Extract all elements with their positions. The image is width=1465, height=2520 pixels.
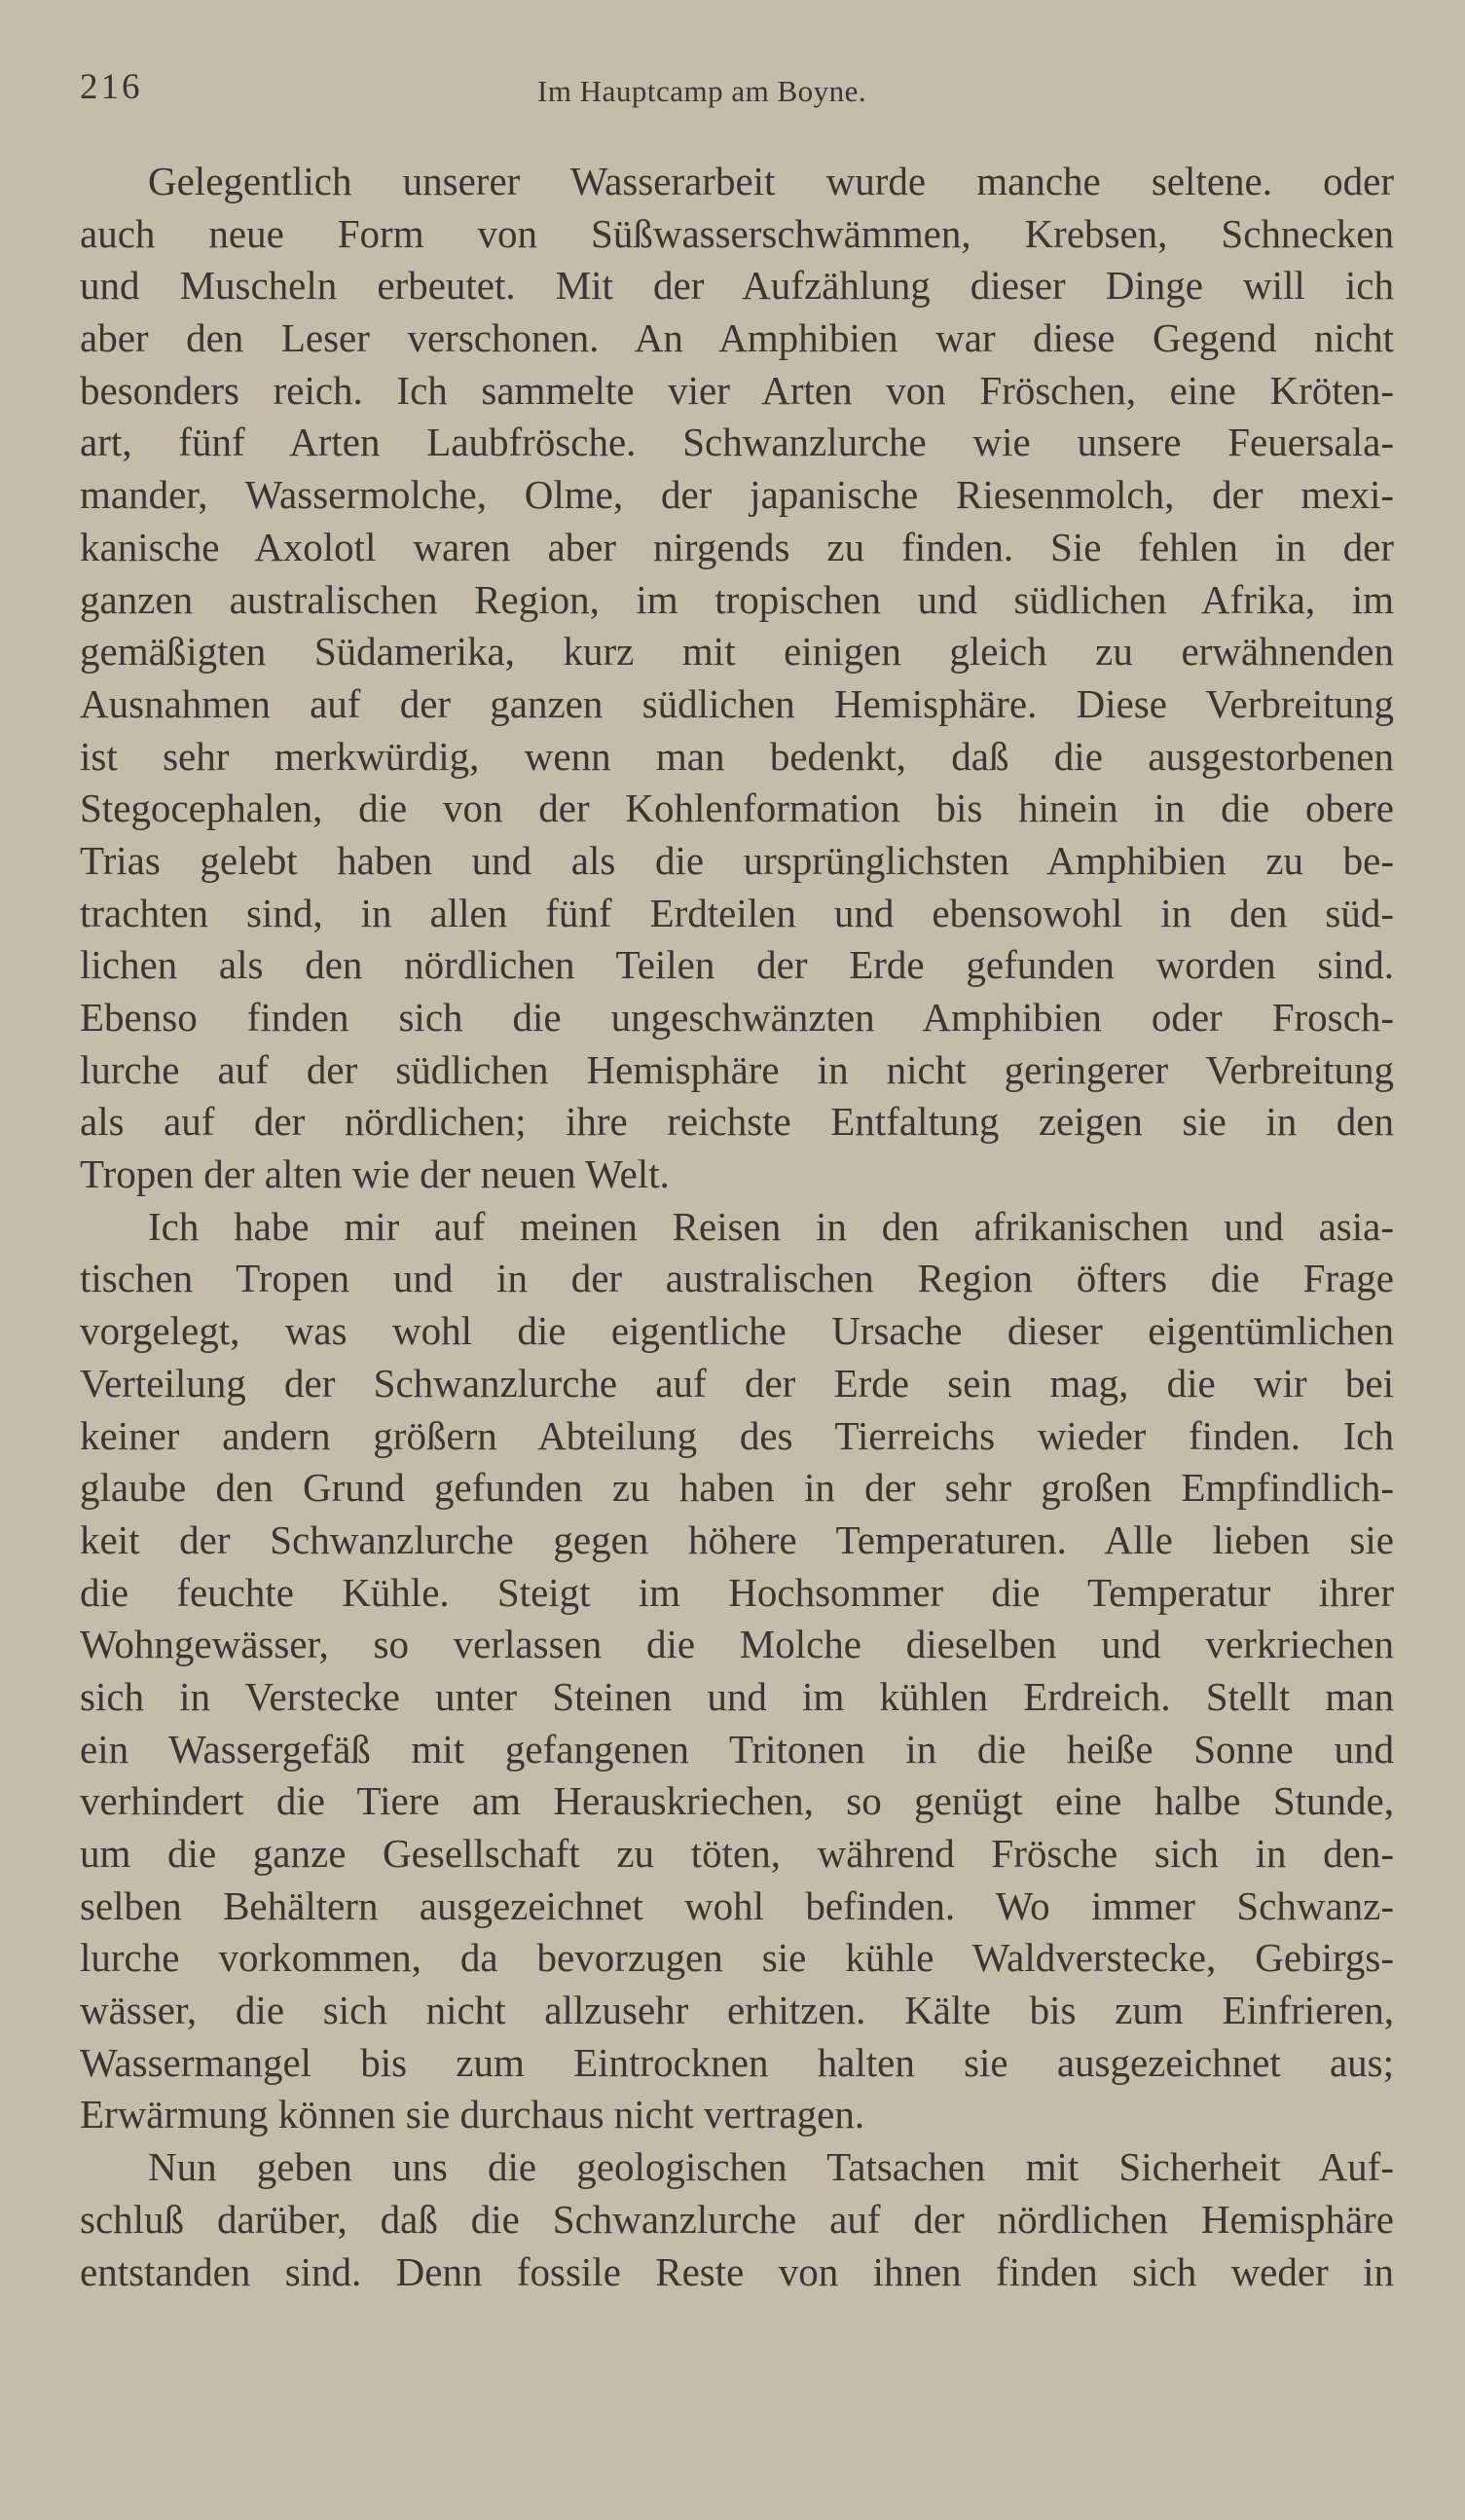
text-line: Tropen der alten wie der neuen Welt. — [80, 1151, 670, 1197]
text-line: Wassermangel bis zum Eintrocknen halten sie ausgezeichnet aus; — [80, 2039, 1394, 2085]
text-line: tischen Tropen und in der australischen Region öfters die Frage — [80, 1256, 1394, 1301]
text-line: vorgelegt, was wohl die eigentliche Ursache dieser eigentümlichen — [80, 1308, 1394, 1354]
text-line: Ebenso finden sich die ungeschwänzten Amphibien oder Frosch- — [80, 995, 1394, 1040]
text-line: art, fünf Arten Laubfrösche. Schwanzlurche wie unsere Feuersala- — [80, 420, 1394, 465]
text-line: Trias gelebt haben und als die ursprünglichsten Amphibien zu be- — [80, 837, 1394, 883]
text-line: ist sehr merkwürdig, wenn man bedenkt, daß die ausgestorbenen — [80, 733, 1394, 779]
text-line: Stegocephalen, die von der Kohlenformation bis hinein in die obere — [80, 785, 1394, 831]
text-line: schluß darüber, daß die Schwanzlurche auf der nördlichen Hemisphäre — [80, 2196, 1394, 2242]
text-line: selben Behältern ausgezeichnet wohl befinden. Wo immer Schwanz- — [80, 1882, 1394, 1928]
text-line: auch neue Form von Süßwasserschwämmen, Krebsen, Schnecken — [80, 210, 1394, 256]
text-line: Erwärmung können sie durchaus nicht vertragen. — [80, 2092, 865, 2137]
text-line: und Muscheln erbeutet. Mit der Aufzählung dieser Dinge will ich — [80, 263, 1394, 309]
text-line: trachten sind, in allen fünf Erdteilen und ebensowohl in den süd- — [80, 890, 1394, 935]
text-line: als auf der nördlichen; ihre reichste Entfaltung zeigen sie in den — [80, 1099, 1394, 1145]
text-line: ganzen australischen Region, im tropischen und südlichen Afrika, im — [80, 576, 1394, 622]
text-line: ein Wassergefäß mit gefangenen Tritonen in die heiße Sonne und — [80, 1726, 1394, 1771]
running-title: Im Hauptcamp am Boyne. — [537, 74, 867, 108]
text-line: keit der Schwanzlurche gegen höhere Temperaturen. Alle lieben sie — [80, 1516, 1394, 1562]
text-line: glaube den Grund gefunden zu haben in der sehr großen Empfindlich- — [80, 1465, 1394, 1511]
text-line: wässer, die sich nicht allzusehr erhitzen. Kälte bis zum Einfrieren, — [80, 1988, 1394, 2033]
text-line: keiner andern größern Abteilung des Tierreichs wieder finden. Ich — [80, 1412, 1394, 1458]
text-line: besonders reich. Ich sammelte vier Arten von Fröschen, eine Kröten- — [80, 367, 1394, 413]
text-line: lichen als den nördlichen Teilen der Erde gefunden worden sind. — [80, 942, 1394, 988]
text-line: um die ganze Gesellschaft zu töten, während Frösche sich in den- — [80, 1831, 1394, 1876]
text-line: kanische Axolotl waren aber nirgends zu finden. Sie fehlen in der — [80, 524, 1394, 569]
body-text — [80, 156, 1394, 2298]
page-header — [80, 66, 1394, 115]
text-line: Verteilung der Schwanzlurche auf der Erde sein mag, die wir bei — [80, 1360, 1394, 1406]
page-number: 216 — [80, 67, 143, 107]
text-line: Ausnahmen auf der ganzen südlichen Hemisphäre. Diese Verbreitung — [80, 680, 1394, 726]
text-line: lurche auf der südlichen Hemisphäre in nicht geringerer Verbreitung — [80, 1046, 1394, 1092]
text-line: Gelegentlich unserer Wasserarbeit wurde manche seltene. oder — [148, 159, 1394, 203]
text-line: mander, Wassermolche, Olme, der japanische Riesenmolch, der mexi- — [80, 472, 1394, 518]
text-line: Nun geben uns die geologischen Tatsachen mit Sicherheit Auf- — [148, 2144, 1394, 2190]
text-line: Wohngewässer, so verlassen die Molche dieselben und verkriechen — [80, 1622, 1394, 1667]
text-line: gemäßigten Südamerika, kurz mit einigen gleich zu erwähnenden — [80, 629, 1394, 675]
text-line: verhindert die Tiere am Herauskriechen, so genügt eine halbe Stunde, — [80, 1778, 1394, 1824]
text-line: sich in Verstecke unter Steinen und im kühlen Erdreich. Stellt man — [80, 1673, 1394, 1719]
text-line: lurche vorkommen, da bevorzugen sie kühle Waldverstecke, Gebirgs- — [80, 1935, 1394, 1981]
text-line: entstanden sind. Denn fossile Reste von ihnen finden sich weder in — [80, 2248, 1394, 2294]
text-line: die feuchte Kühle. Steigt im Hochsommer die Temperatur ihrer — [80, 1569, 1394, 1615]
text-line: Ich habe mir auf meinen Reisen in den afrikanischen und asia- — [148, 1203, 1394, 1249]
text-line: aber den Leser verschonen. An Amphibien war diese Gegend nicht — [80, 315, 1394, 361]
